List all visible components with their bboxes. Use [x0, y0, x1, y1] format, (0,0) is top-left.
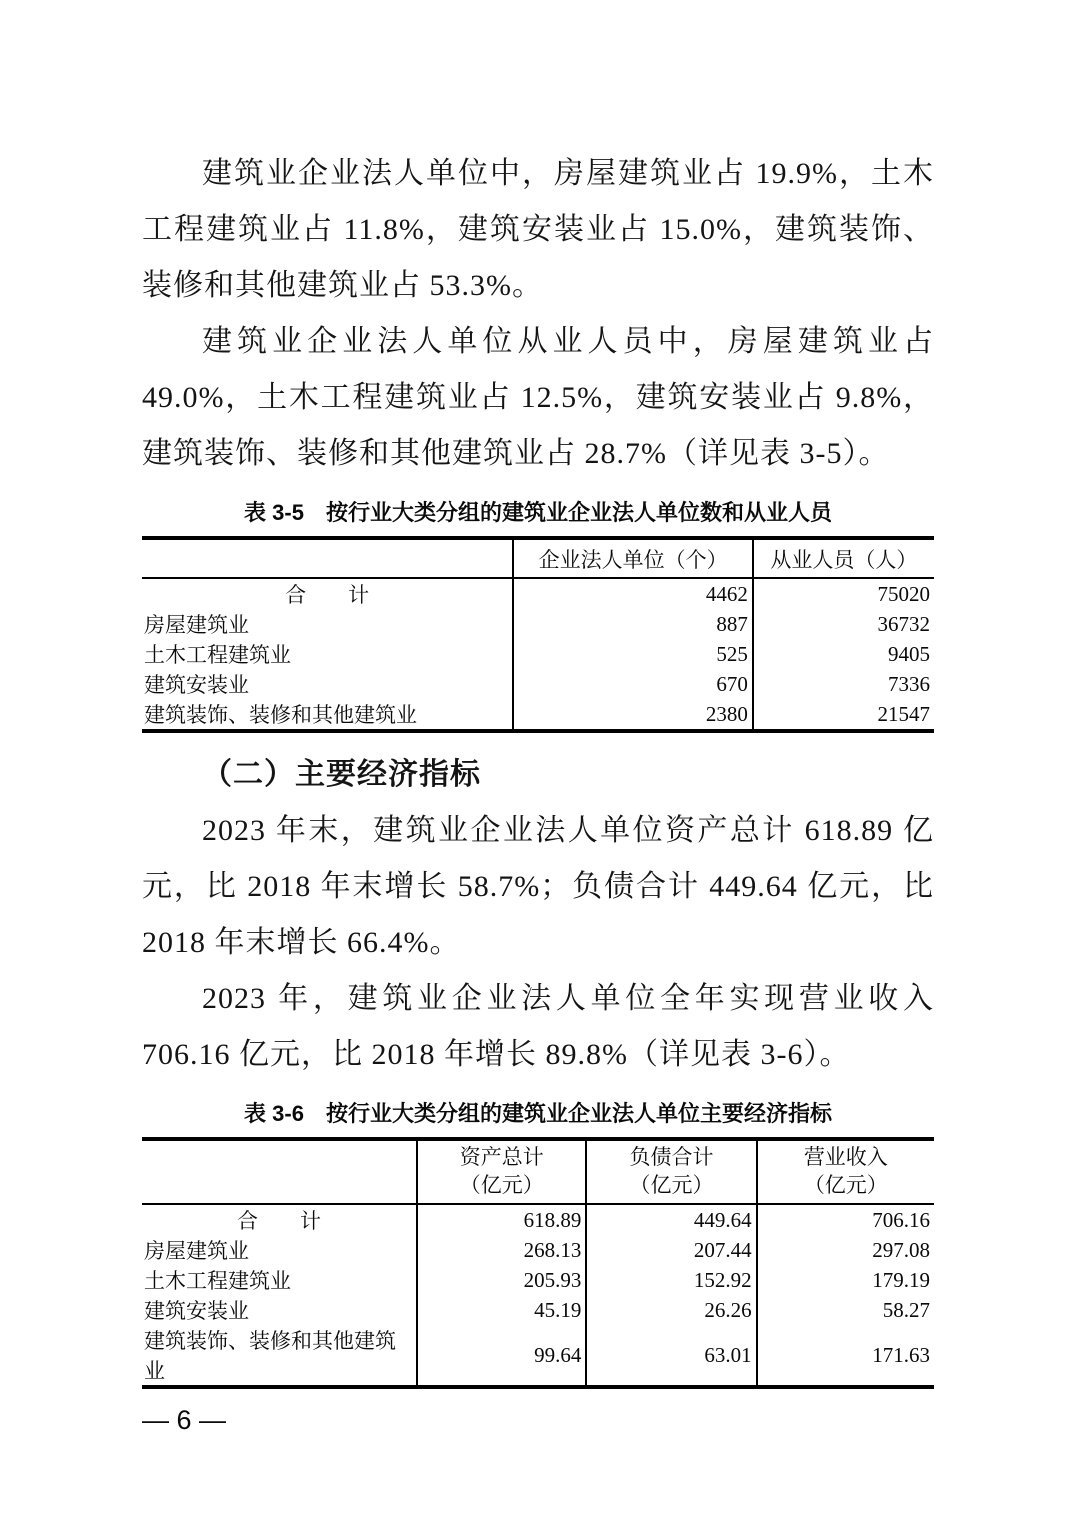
header-line: 负债合计: [629, 1146, 714, 1169]
section-heading-economic-indicators: （二）主要经济指标: [202, 758, 481, 791]
table-row-total: [142, 1204, 934, 1235]
table-row: [142, 1295, 934, 1325]
row-label: 土木工程建筑业: [144, 1269, 291, 1293]
row-label: 建筑安装业: [144, 1299, 249, 1323]
paragraph-enterprise-share: 建筑业企业法人单位中，房屋建筑业占 19.9%，土木工程建筑业占 11.8%，建筑安装业占 15.0%，建筑装饰、装修和其他建筑业占 53.3%。: [142, 157, 934, 302]
cell-units: 670: [513, 669, 753, 699]
header-empty-cell: [142, 1139, 417, 1204]
row-label: 房屋建筑业: [144, 613, 249, 637]
cell-liabilities: 63.01: [586, 1325, 756, 1387]
cell-assets: 45.19: [417, 1295, 586, 1325]
cell-liabilities: 152.92: [586, 1265, 756, 1295]
cell-revenue: 706.16: [757, 1204, 934, 1235]
table-row: [142, 1235, 934, 1265]
row-label: 土木工程建筑业: [144, 643, 291, 667]
cell-units: 2380: [513, 699, 753, 731]
table-3-5: [142, 536, 934, 733]
cell-revenue: 179.19: [757, 1265, 934, 1295]
table-3-6-header: [142, 1139, 934, 1204]
cell-employees: 7336: [753, 669, 934, 699]
cell-revenue: 58.27: [757, 1295, 934, 1325]
cell-employees: 21547: [753, 699, 934, 731]
header-line: 资产总计: [459, 1146, 544, 1169]
table-row: [142, 639, 934, 669]
paragraph-employee-share: 建筑业企业法人单位从业人员中，房屋建筑业占 49.0%，土木工程建筑业占 12.5%，建筑安装业占 9.8%，建筑装饰、装修和其他建筑业占 28.7%（详见表 3-5）。: [142, 325, 934, 470]
cell-revenue: 297.08: [757, 1235, 934, 1265]
row-label: 建筑装饰、装修和其他建筑业: [144, 1329, 396, 1383]
table-row-total: [142, 578, 934, 609]
row-label: 合 计: [285, 583, 370, 607]
cell-employees: 75020: [753, 578, 934, 609]
header-unit-line: （亿元）: [459, 1174, 544, 1197]
header-employees: 从业人员（人）: [753, 538, 934, 578]
header-operating-revenue: [757, 1139, 934, 1204]
header-unit-line: （亿元）: [629, 1174, 714, 1197]
cell-units: 525: [513, 639, 753, 669]
table-3-5-title: 表 3-5 按行业大类分组的建筑业企业法人单位数和从业人员: [244, 500, 832, 525]
row-label: 房屋建筑业: [144, 1239, 249, 1263]
row-label: 建筑装饰、装修和其他建筑业: [144, 703, 417, 727]
header-total-assets: [417, 1139, 586, 1204]
table-3-5-body: [142, 578, 934, 731]
cell-assets: 205.93: [417, 1265, 586, 1295]
cell-assets: 618.89: [417, 1204, 586, 1235]
header-total-liabilities: [586, 1139, 756, 1204]
cell-liabilities: 26.26: [586, 1295, 756, 1325]
table-row: [142, 1325, 934, 1387]
cell-liabilities: 207.44: [586, 1235, 756, 1265]
table-3-6-title: 表 3-6 按行业大类分组的建筑业企业法人单位主要经济指标: [244, 1101, 832, 1126]
row-label: 建筑安装业: [144, 673, 249, 697]
cell-units: 4462: [513, 578, 753, 609]
table-header-row: [142, 1139, 934, 1204]
table-3-6: [142, 1137, 934, 1389]
header-line: 营业收入: [803, 1146, 888, 1169]
header-empty-cell: [142, 538, 513, 578]
cell-revenue: 171.63: [757, 1325, 934, 1387]
table-row: [142, 1265, 934, 1295]
cell-liabilities: 449.64: [586, 1204, 756, 1235]
cell-assets: 268.13: [417, 1235, 586, 1265]
table-header-row: [142, 538, 934, 578]
page-number: — 6 —: [142, 1405, 227, 1435]
table-row: [142, 669, 934, 699]
cell-employees: 9405: [753, 639, 934, 669]
page-content: [142, 0, 934, 1436]
table-3-5-header: [142, 538, 934, 578]
cell-units: 887: [513, 609, 753, 639]
paragraph-assets-liabilities: 2023 年末，建筑业企业法人单位资产总计 618.89 亿元，比 2018 年末增长 58.7%；负债合计 449.64 亿元，比 2018 年末增长 66.4%。: [142, 814, 934, 959]
table-3-6-body: [142, 1204, 934, 1387]
cell-employees: 36732: [753, 609, 934, 639]
row-label: 合 计: [237, 1209, 322, 1233]
header-legal-units: 企业法人单位（个）: [513, 538, 753, 578]
table-row: [142, 609, 934, 639]
header-unit-line: （亿元）: [803, 1174, 888, 1197]
cell-assets: 99.64: [417, 1325, 586, 1387]
paragraph-revenue: 2023 年，建筑业企业法人单位全年实现营业收入 706.16 亿元，比 2018 年增长 89.8%（详见表 3-6）。: [142, 982, 934, 1071]
table-row: [142, 699, 934, 731]
